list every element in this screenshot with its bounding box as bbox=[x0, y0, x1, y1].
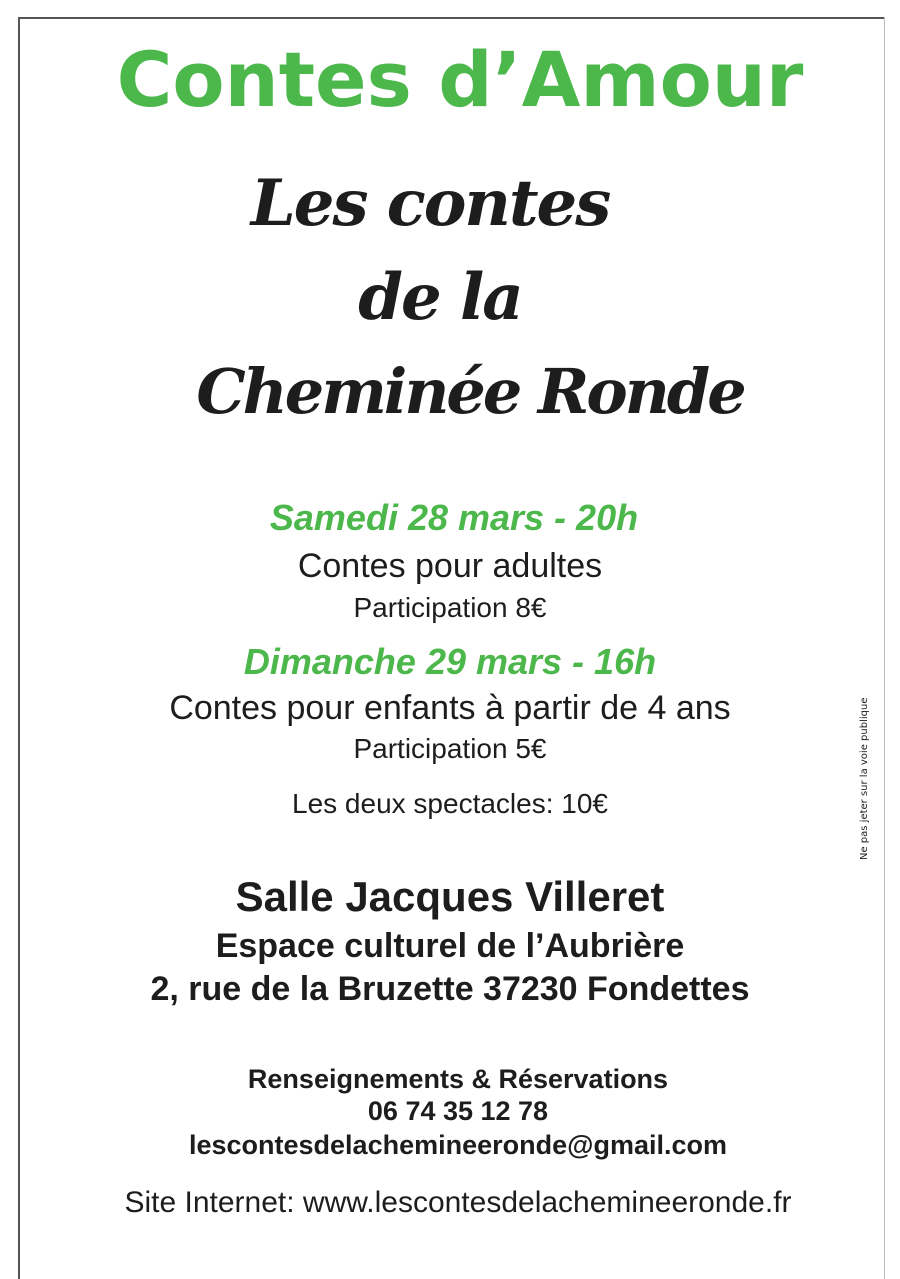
venue-address: 2, rue de la Bruzette 37230 Fondettes bbox=[150, 970, 750, 1008]
event-price-saturday: Participation 8€ bbox=[353, 592, 547, 623]
contact-phone: 06 74 35 12 78 bbox=[367, 1096, 549, 1126]
side-note: Ne pas jeter sur la voie publique bbox=[859, 697, 870, 860]
event-description-sunday: Contes pour enfants à partir de 4 ans bbox=[169, 689, 731, 727]
bundle-price: Les deux spectacles: 10€ bbox=[292, 788, 608, 819]
event-description-saturday: Contes pour adultes bbox=[297, 547, 603, 585]
troupe-name-line-3: Cheminée Ronde bbox=[196, 355, 744, 428]
event-price-sunday: Participation 5€ bbox=[353, 733, 547, 764]
troupe-name-line-2: de la bbox=[358, 260, 522, 335]
website-line: Site Internet: www.lescontesdelachemineeronde.fr bbox=[124, 1186, 792, 1219]
troupe-name-line-1: Les contes bbox=[250, 166, 610, 241]
contact-email: lescontesdelachemineeronde@gmail.com bbox=[188, 1130, 727, 1160]
main-title: Contes d’Amour bbox=[116, 35, 804, 124]
venue-place: Espace culturel de l’Aubrière bbox=[215, 927, 685, 965]
page-border-top bbox=[18, 17, 884, 19]
venue-name: Salle Jacques Villeret bbox=[235, 873, 665, 920]
event-date-saturday: Samedi 28 mars - 20h bbox=[269, 497, 639, 538]
event-date-sunday: Dimanche 29 mars - 16h bbox=[243, 641, 657, 682]
contact-heading: Renseignements & Réservations bbox=[247, 1064, 669, 1094]
